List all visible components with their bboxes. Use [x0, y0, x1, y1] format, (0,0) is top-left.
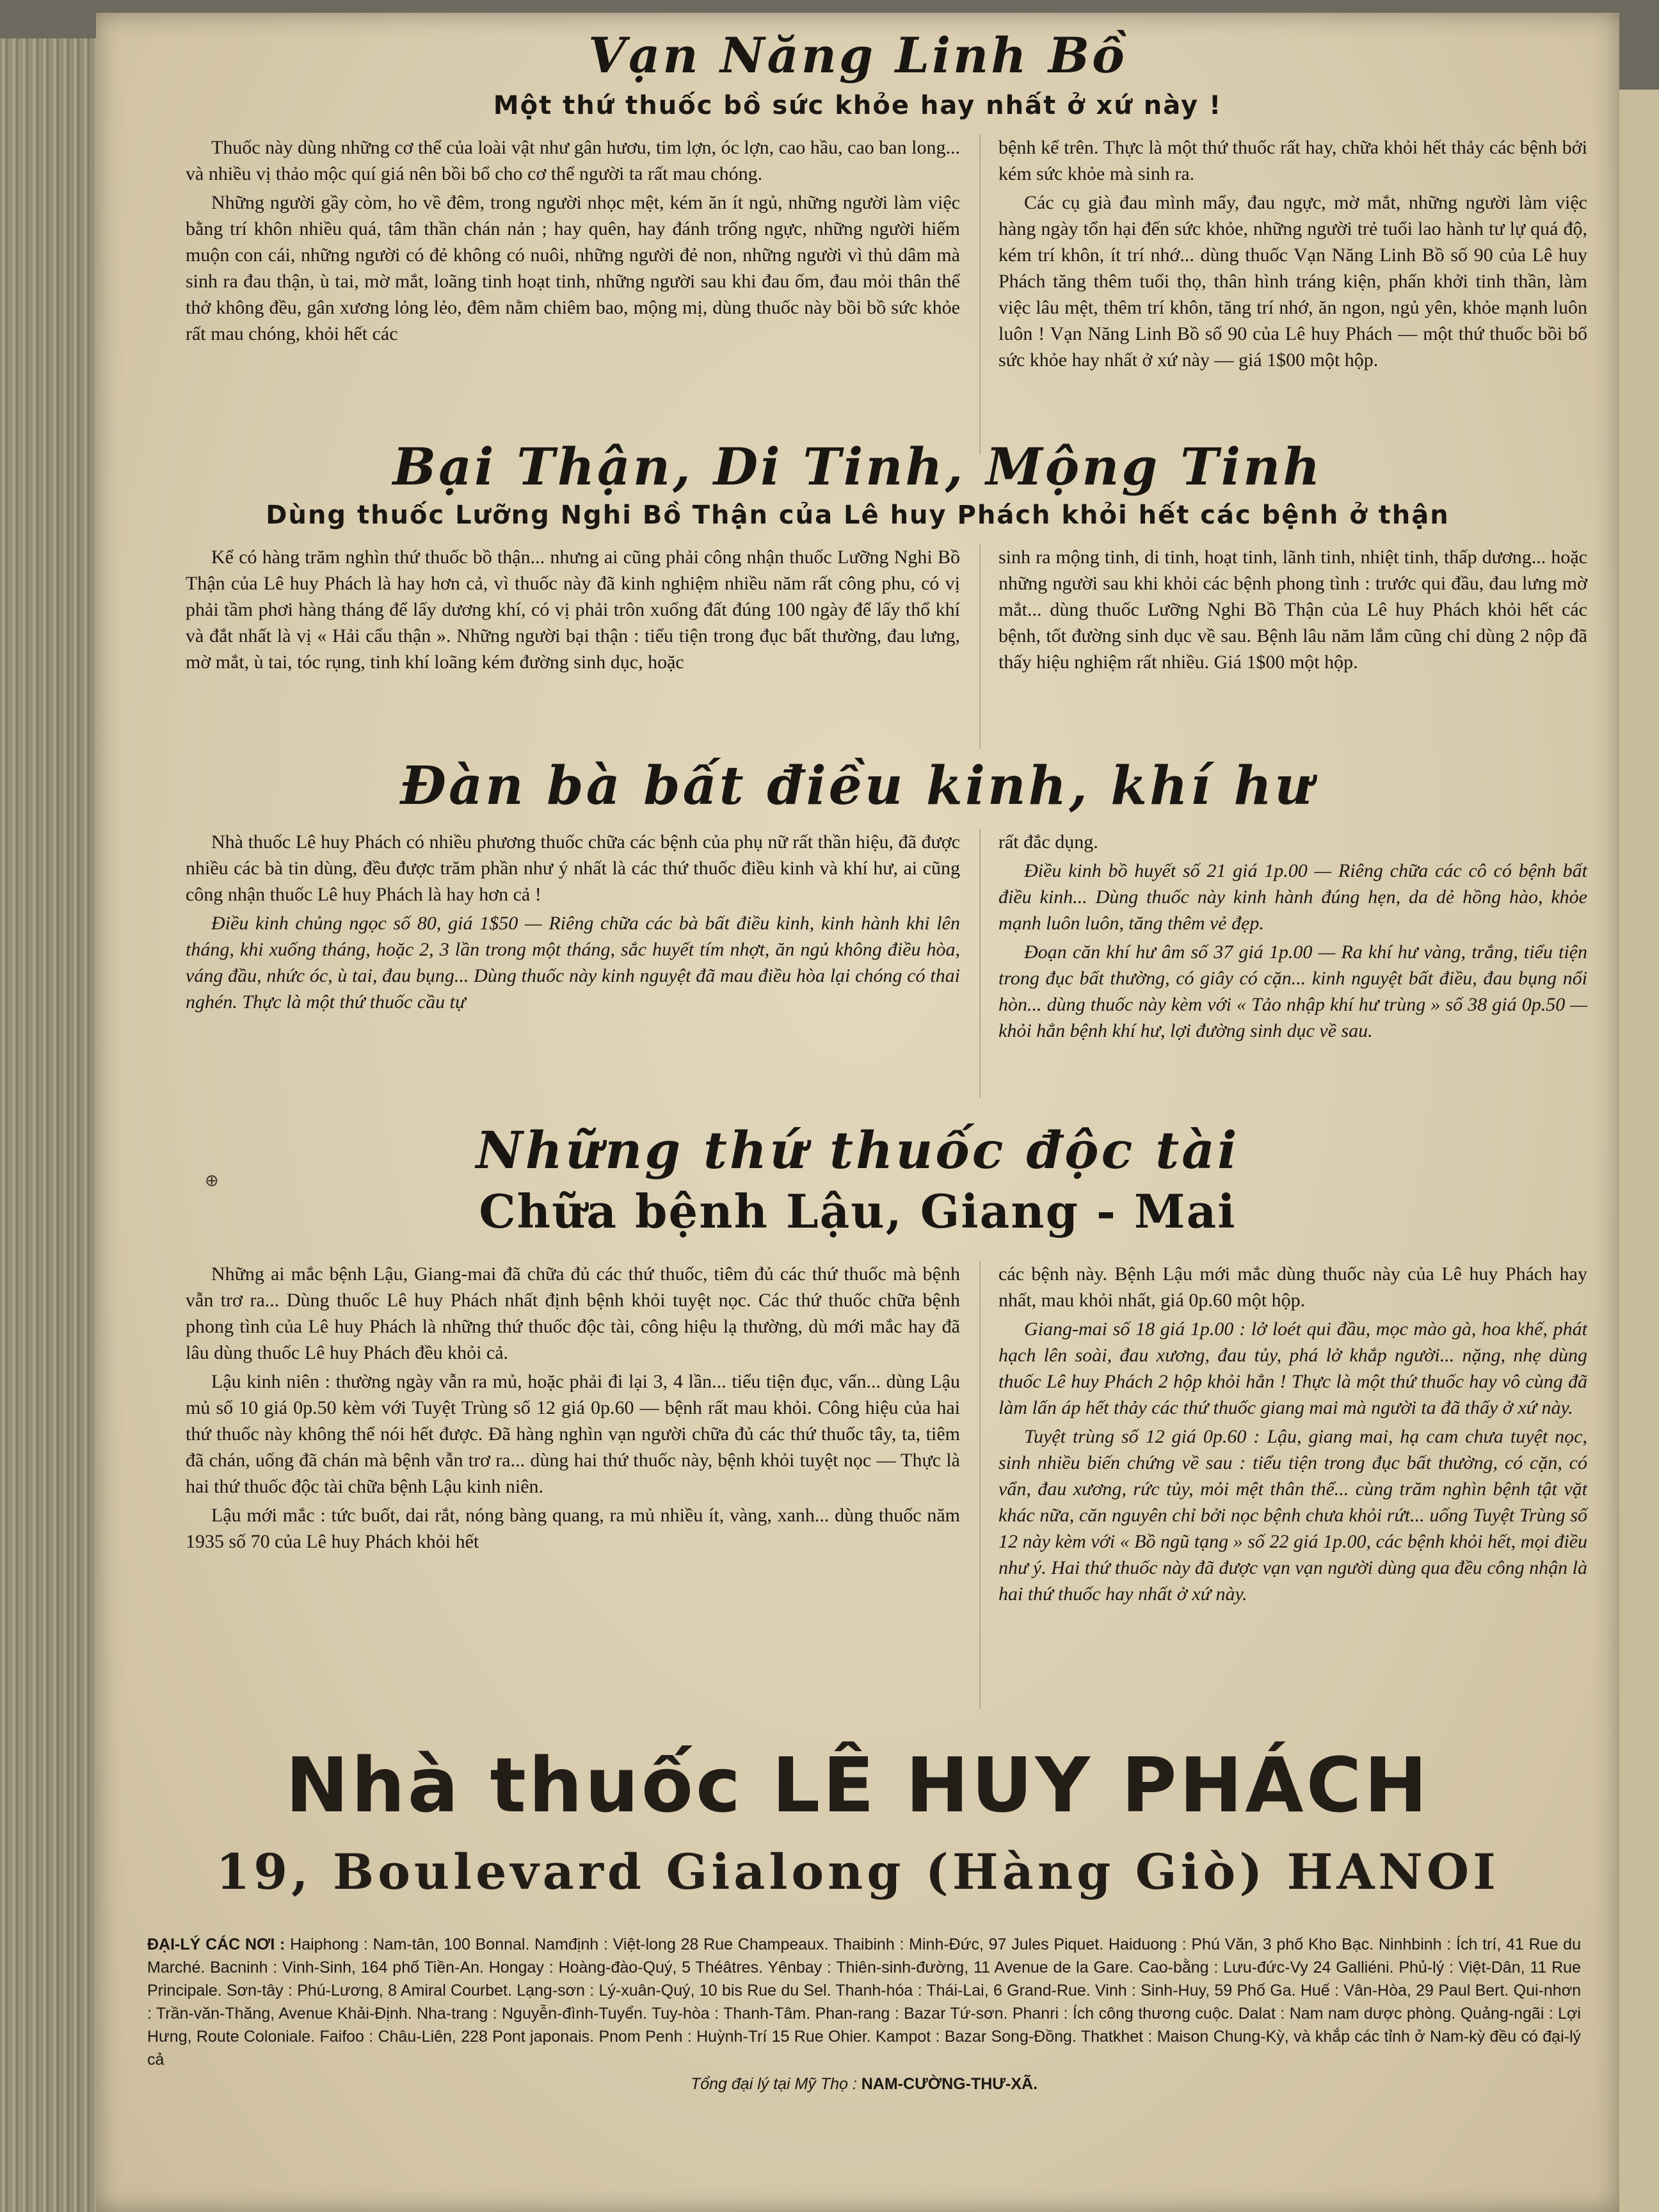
- paragraph: Những người gầy còm, ho về đêm, trong người nhọc mệt, kém ăn ít ngủ, những người làm việc bằng trí khôn nhiều quá, tâm thần chán nản ; hay quên, hay đánh trống ngực, những người hiếm muộn con cái, những người có đẻ không có nuôi, những người đẻ non, những người vì thủ dâm mà sinh ra đau thận, ù tai, mờ mắt, loãng tinh hoạt tinh, những người sau khi đau ốm, đau mỏi thân thể thở không đều, gân xương lỏng lẻo, đêm nằm chiêm bao, mộng mị, dùng thuốc này bồi bồ sức khỏe rất mau chóng, khỏi hết các: [186, 192, 960, 344]
- paragraph: Đoạn căn khí hư âm số 37 giá 1p.00 — Ra khí hư vàng, trắng, tiểu tiện trong đục bất thường, có giây có cặn... kinh nguyệt bất điều, đau bụng nổi hòn... dùng thuốc này kèm với « Tảo nhập khí hư trùng » số 38 giá 0p.50 — khỏi hẳn bệnh khí hư, lợi đường sinh dục về sau.: [998, 942, 1587, 1041]
- paragraph: Các cụ già đau mình mẩy, đau ngực, mờ mắt, những người làm việc hàng ngày tổn hại đến sức khỏe, những người trẻ tuổi lao hành tư lự quá độ, kém trí khôn, ít trí nhớ... dùng thuốc Vạn Năng Linh Bồ số 90 của Lê huy Phách tăng thêm tuổi thọ, thân hình tráng kiện, phấn khởi tinh thần, làm việc lâu mệt, thêm trí khôn, tăng trí nhớ, ăn ngon, ngủ yên, khỏe mạnh luôn luôn ! Vạn Năng Linh Bồ số 90 của Lê huy Phách — một thứ thuốc bồi bổ sức khỏe hay nhất ở xứ này — giá 1$00 một hộp.: [998, 192, 1587, 371]
- paragraph: sinh ra mộng tinh, di tinh, hoạt tinh, lãnh tinh, nhiệt tinh, thấp dương... hoặc những người sau khi khỏi các bệnh phong tình : trước qui đầu, đau lưng mờ mắt... dùng thuốc Lưỡng Nghi Bồ Thận của Lê huy Phách khỏi hết các bệnh, tốt đường sinh dục về sau. Bệnh lâu năm lắm cũng chỉ dùng 2 nộp đã thấy hiệu nghiệm rất nhiều. Giá 1$00 một hộp.: [998, 547, 1587, 673]
- general-agent-line: [147, 2072, 1581, 2096]
- paragraph: Những ai mắc bệnh Lậu, Giang-mai đã chữa đủ các thứ thuốc, tiêm đủ các thứ thuốc mà bệnh vẫn trơ ra... Dùng thuốc Lê huy Phách nhất định bệnh khỏi tuyệt nọc. Các thứ thuốc chữa bệnh phong tình của Lê huy Phách là những thứ thuốc độc tài, công hiệu lạ thường, dù mới mắc hay đã lâu dùng thuốc Lê huy Phách đều khỏi cả.: [186, 1263, 960, 1363]
- section-subtitle: Chữa bệnh Lậu, Giang - Mai: [479, 1184, 1237, 1238]
- left-column: [186, 829, 960, 1018]
- right-column: [998, 544, 1587, 678]
- paragraph: Điều kinh chủng ngọc số 80, giá 1$50 — Riêng chữa các bà bất điều kinh, kinh hành khi lên tháng, khi xuống tháng, hoặc 2, 3 lần trong một tháng, sắc huyết tím nhợt, ăn ngủ không điều hòa, váng đầu, nhức óc, ù tai, đau bụng... Dùng thuốc này kinh nguyệt đã mau điều hòa lại chóng có thai nghén. Thực là một thứ thuốc cầu tự: [186, 913, 960, 1013]
- section-bai-than: [96, 422, 1619, 755]
- section-dan-ba: [96, 749, 1619, 1107]
- left-column: [186, 544, 960, 678]
- section-subtitle: Dùng thuốc Lưỡng Nghi Bồ Thận của Lê huy Phách khỏi hết các bệnh ở thận: [266, 501, 1450, 530]
- next-page-strip: [1613, 90, 1659, 2212]
- left-column: [186, 1261, 960, 1557]
- paragraph: Nhà thuốc Lê huy Phách có nhiều phương thuốc chữa các bệnh của phụ nữ rất thần hiệu, đã được nhiều các bà tin dùng, đều được trăm phần như ý nhất là các thứ thuốc điều kinh và khí hư, ai cũng công nhận thuốc Lê huy Phách là hay hơn cả !: [186, 831, 960, 905]
- right-column: [998, 829, 1587, 1046]
- paragraph: Lậu mới mắc : tức buốt, dai rắt, nóng bàng quang, ra mủ nhiều ít, vàng, xanh... dùng thuốc năm 1935 số 70 của Lê huy Phách khỏi hết: [186, 1505, 960, 1552]
- paragraph: Thuốc này dùng những cơ thể của loài vật như gân hươu, tim lợn, óc lợn, cao hầu, cao ban long... và nhiều vị thảo mộc quí giá nên bồi bổ cho cơ thể người ta rất mau chóng.: [186, 137, 960, 184]
- section-van-nang-linh-bo: [96, 13, 1619, 461]
- paragraph: Kể có hàng trăm nghìn thứ thuốc bồ thận... nhưng ai cũng phải công nhận thuốc Lưỡng Nghi Bồ Thận của Lê huy Phách là hay hơn cả, vì thuốc này đã kinh nghiệm nhiều năm rất công phu, có vị phải tầm phơi hàng tháng để lấy dương khí, có vị phải trôn xuống đất đúng 100 ngày để lấy thổ khí và đắt nhất là vị « Hải cẩu thận ». Những người bại thận : tiểu tiện trong đục bất thường, đau lưng, mờ mắt, ù tai, tóc rụng, tinh khí loãng kém đường sinh dục, hoặc: [186, 547, 960, 673]
- right-column: [998, 1261, 1587, 1610]
- agents-list: [147, 1933, 1581, 2096]
- paragraph: Lậu kinh niên : thường ngày vẫn ra mủ, hoặc phải đi lại 3, 4 lần... tiểu tiện đục, vẩn... dùng Lậu mủ số 10 giá 0p.50 kèm với Tuyệt Trùng số 12 giá 0p.60 — bệnh rất mau khỏi. Công hiệu của hai thứ thuốc này không thể nói hết được. Đã hàng nghìn vạn người chữa đủ các thứ thuốc tây, ta, tiêm đã chán, uống đã chán mà bệnh vẫn trơ ra... dùng hai thứ thuốc này, bệnh khỏi tuyệt nọc — Thực là hai thứ thuốc độc tài chữa bệnh Lậu kinh niên.: [186, 1371, 960, 1497]
- column-divider: [979, 134, 981, 454]
- section-title: Bại Thận, Di Tinh, Mộng Tinh: [392, 437, 1323, 497]
- paragraph: Giang-mai số 18 giá 1p.00 : lở loét qui đầu, mọc mào gà, hoa khế, phát hạch lên soài, đau xương, đau tủy, phá lở khắp người... nặng, nhẹ dùng thuốc Lê huy Phách 2 hộp khỏi hẳn ! Thực là một thứ thuốc hay vô cùng đã làm lấn áp hết thảy các thứ thuốc giang mai mà người ta đã thấy ở xứ này.: [998, 1318, 1587, 1418]
- pharmacy-address: 19, Boulevard Gialong (Hàng Giò) HANOI: [216, 1843, 1500, 1900]
- general-agent-name: NAM-CƯỜNG-THƯ-XÃ.: [861, 2075, 1038, 2093]
- paragraph: rất đắc dụng.: [998, 831, 1098, 853]
- agents-label: ĐẠI-LÝ CÁC NƠI :: [147, 1936, 285, 1953]
- section-subtitle: Một thứ thuốc bồ sức khỏe hay nhất ở xứ này !: [493, 91, 1222, 120]
- agents-text: Haiphong : Nam-tân, 100 Bonnal. Namđịnh : Việt-long 28 Rue Champeaux. Thaibinh : Minh-Đức, 97 Jules Piquet. Haiduong : Phú Văn, 3 phố Kho Bạc. Ninhbinh : Ích trí, 41 Rue du Marché. Bacninh : Vinh-Sinh, 164 phố Tiền-An. Hongay : Hoàng-đào-Quý, 5 Théâtres. Yênbay : Thiên-sinh-đường, 11 Avenue de la Gare. Cao-bằng : Lưu-đức-Vy 24 Galliéni. Phủ-lý : Việt-Dân, 11 Rue Principale. Sơn-tây : Phú-Lương, 8 Amiral Courbet. Lạng-sơn : Lý-xuân-Quý, 10 bis Rue du Sel. Thanh-hóa : Thái-Lai, 6 Grand-Rue. Vinh : Sinh-Huy, 59 Phố Ga. Huế : Vân-Hòa, 29 Paul Bert. Qui-nhơn : Trần-văn-Thăng, Avenue Khải-Định. Nha-trang : Nguyễn-đình-Tuyển. Tuy-hòa : Thanh-Tâm. Phan-rang : Bazar Tứ-sơn. Phanri : Ích công thương cuộc. Dalat : Nam nam dược phòng. Quảng-ngãi : Lợi Hưng, Route Coloniale. Faifoo : Châu-Liên, 228 Pont japonais. Pnom Penh : Huỳnh-Trí 15 Rue Ohier. Kampot : Bazar Song-Đồng. Thatkhet : Maison Chung-Kỳ, và khắp các tỉnh ở Nam-kỳ đều có đại-lý cả: [147, 1936, 1581, 2069]
- section-doc-tai: [96, 1120, 1619, 1728]
- column-divider: [979, 544, 981, 749]
- general-agent-label: Tổng đại lý tại Mỹ Thọ :: [690, 2075, 857, 2093]
- register-mark: ⊕: [205, 1171, 219, 1190]
- pharmacy-name: Nhà thuốc LÊ HUY PHÁCH: [285, 1741, 1430, 1829]
- paragraph: bệnh kể trên. Thực là một thứ thuốc rất hay, chữa khỏi hết thảy các bệnh bởi kém sức khỏe mà sinh ra.: [998, 137, 1587, 184]
- left-column: [186, 134, 960, 349]
- column-divider: [979, 1261, 981, 1709]
- section-title: Những thứ thuốc độc tài: [476, 1120, 1240, 1180]
- section-title: Đàn bà bất điều kinh, khí hư: [400, 755, 1315, 817]
- section-title: Vạn Năng Linh Bồ: [588, 27, 1127, 84]
- newspaper-page: [96, 13, 1619, 2212]
- paragraph: các bệnh này. Bệnh Lậu mới mắc dùng thuốc này của Lê huy Phách hay nhất, mau khỏi nhất, giá 0p.60 một hộp.: [998, 1263, 1587, 1311]
- paragraph: Tuyệt trùng số 12 giá 0p.60 : Lậu, giang mai, hạ cam chưa tuyệt nọc, sinh nhiều biến chứng về sau : tiểu tiện trong đục bất thường, có cặn, có vẩn, đau xương, rức tủy, mỏi mệt thân thể... cùng trăm nghìn bệnh tật vặt khác nữa, căn nguyên chỉ bởi nọc bệnh chưa khỏi rứt... uống Tuyệt Trùng số 12 này kèm với « Bồ ngũ tạng » số 22 giá 1p.00, các bệnh khỏi hết, mọi điều như ý. Hai thứ thuốc này đã được vạn vạn người dùng qua đều công nhận là hai thứ thuốc hay nhất ở xứ này.: [998, 1426, 1587, 1605]
- paragraph: Điều kinh bồ huyết số 21 giá 1p.00 — Riêng chữa các cô có bệnh bất điều kinh... Dùng thuốc này kinh hành đúng hẹn, da dẻ hồng hào, khỏe mạnh luôn luôn, tăng thêm vẻ đẹp.: [998, 860, 1587, 934]
- right-column: [998, 134, 1587, 376]
- book-page-edges: [0, 38, 109, 2212]
- column-divider: [979, 829, 981, 1098]
